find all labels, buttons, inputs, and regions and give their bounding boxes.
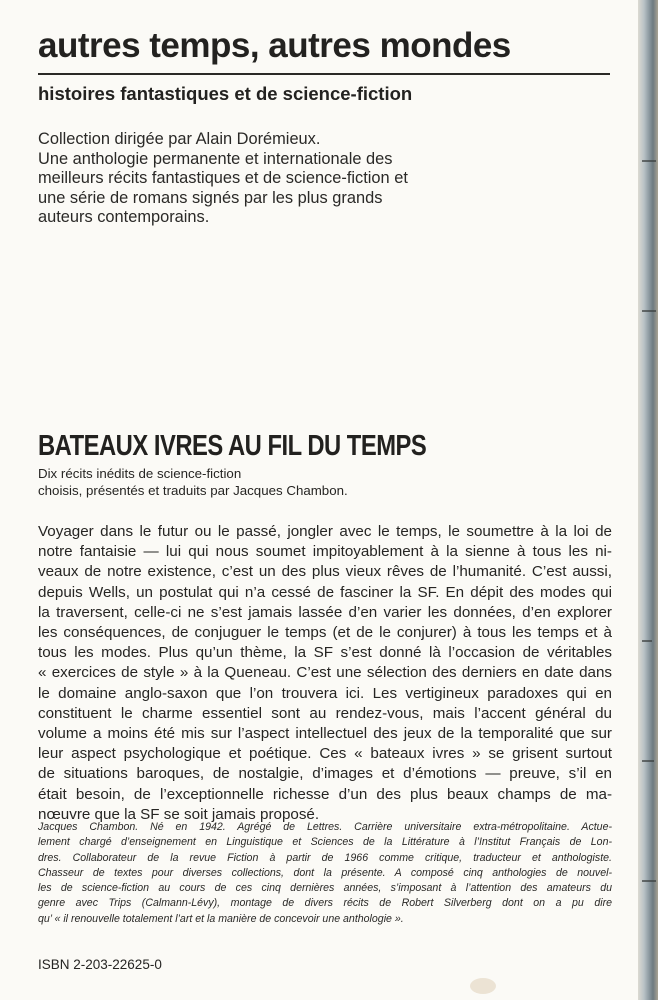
blurb-line: notre fantaisie — lui qui nous soumet impitoyablement à la sienne à tous les ni- — [38, 543, 612, 561]
series-title-rule — [38, 73, 610, 75]
blurb-line: leur aspect psychologique et poétique. Ces « bateaux ivres » se grisent surtout — [38, 745, 612, 763]
blurb-line: constituent le charme essentiel sont au rendez-vous, mais l’accent général du — [38, 704, 612, 722]
bio-line: dres. Collaborateur de la revue Fiction à partir de 1966 comme critique, traducteur et anthologiste. — [38, 851, 612, 864]
bio-line: genre avec Trips (Calmann-Lévy), montage de divers récits de Robert Silverberg dont on a pu dire — [38, 897, 612, 910]
blurb-line: les conséquences, de conjuguer le temps (et de le conjurer) à tous les temps et à — [38, 624, 612, 642]
blurb-line: était besoin, de l’exceptionnelle richesse d’un des plus beaux champs de ma- — [38, 785, 612, 803]
blurb-line: tous les modes. Plus qu’un thème, la SF s’est donné là l’occasion de véritables — [38, 644, 612, 662]
blurb-line: volume a moins été mis sur l’aspect intellectuel des jeux de la temporalité que sur — [38, 725, 612, 743]
blurb-paragraph — [38, 522, 612, 825]
edge-mark — [642, 640, 652, 642]
isbn: ISBN 2-203-22625-0 — [38, 957, 162, 972]
blurb-line: veaux de notre existence, c’est un des plus vieux rêves de l’humanité. C’est aussi, — [38, 563, 612, 581]
edge-mark — [642, 310, 656, 312]
book-subtitle — [38, 466, 348, 499]
author-bio — [38, 820, 612, 927]
collection-line: meilleurs récits fantastiques et de science-fiction et — [38, 169, 408, 188]
edge-mark — [642, 760, 654, 762]
series-subtitle: histoires fantastiques et de science-fiction — [38, 83, 413, 104]
bio-line: lement chargé d’enseignement en Linguistique et Sciences de la Littérature à l’Institut Français de Lon- — [38, 836, 612, 849]
book-subtitle-line: Dix récits inédits de science-fiction — [38, 466, 242, 481]
blurb-line: nœuvre que la SF se soit jamais proposé. — [38, 805, 320, 823]
blurb-line: Voyager dans le futur ou le passé, jongler avec le temps, le soumettre à la loi de — [38, 523, 612, 540]
collection-line: une série de romans signés par les plus grands — [38, 188, 383, 207]
edge-mark — [642, 880, 656, 882]
book-subtitle-line: choisis, présentés et traduits par Jacques Chambon. — [38, 482, 348, 498]
blurb-line: « exercices de style » à la Queneau. C’est une sélection des derniers en date dans — [38, 664, 612, 682]
adjacent-cover-edge — [638, 0, 658, 1000]
blurb-line: de situations baroques, de nostalgie, d’images et d’émotions — preuve, s’il en — [38, 765, 612, 783]
collection-line: Une anthologie permanente et internationale des — [38, 149, 393, 168]
blurb-line: le domaine anglo-saxon que l’on trouvera ici. Les vertigineux paradoxes qui en — [38, 684, 612, 702]
edge-mark — [642, 160, 656, 162]
collection-description — [38, 130, 478, 228]
paper-stain — [470, 978, 496, 994]
bio-line: Chasseur de textes pour diverses collections, dont la présente. A composé cinq anthologies de nouvel- — [38, 866, 612, 879]
collection-line: Collection dirigée par Alain Dorémieux. — [38, 130, 321, 148]
bio-line: les de science-fiction au cours de ces cinq dernières années, s’imposant à l’attention des amateurs du — [38, 882, 612, 895]
book-title: BATEAUX IVRES AU FIL DU TEMPS — [38, 430, 427, 462]
series-title: autres temps, autres mondes — [38, 26, 511, 65]
collection-line: auteurs contemporains. — [38, 208, 210, 227]
bio-line: Jacques Chambon. Né en 1942. Agrégé de Lettres. Carrière universitaire extra-métropolitaine. Actue- — [38, 821, 612, 833]
blurb-line: depuis Wells, un postulat qui n’a cessé de fasciner la SF. En dépit des modes qui — [38, 583, 612, 601]
bio-line: qu’ « il renouvelle totalement l’art et la manière de concevoir une anthologie ». — [38, 912, 404, 925]
blurb-line: la traversent, celle-ci ne s’est jamais lassée d’en varier les données, d’en explorer — [38, 603, 612, 621]
